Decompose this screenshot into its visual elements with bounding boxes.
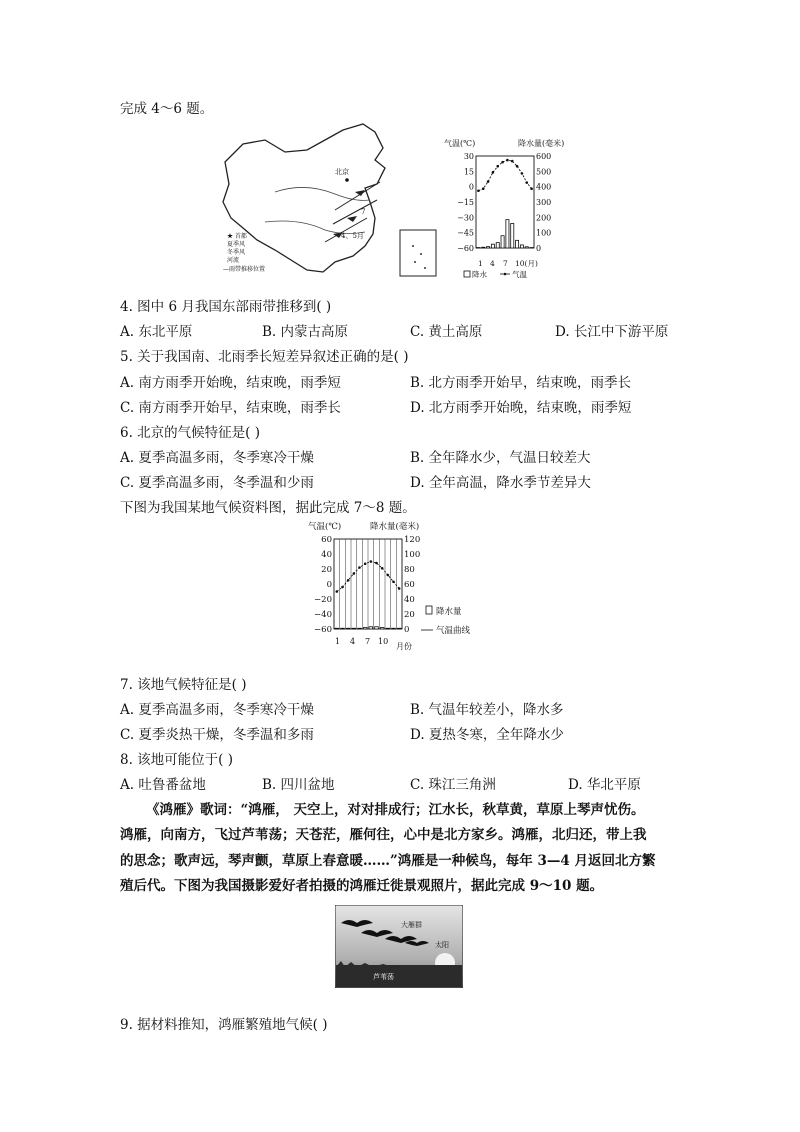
chart2-temp-point: [398, 587, 401, 590]
q6-option-b[interactable]: B. 全年降水少，气温日较差大: [410, 450, 591, 466]
chart2-rain-bar: [369, 627, 373, 629]
chart2-rain-bar: [352, 628, 356, 629]
chart1-xtick-10: 10(月): [515, 259, 538, 268]
chart1-temp-line: [478, 160, 531, 191]
q4-option-b[interactable]: B. 内蒙古高原: [262, 324, 349, 340]
q7-stem: 7. 该地气候特征是( ): [120, 677, 247, 693]
chart2-legend-rain: 降水量: [436, 607, 462, 617]
chart2-temp-point: [353, 572, 356, 575]
chart2-rain-bar: [358, 628, 362, 629]
passage-line-3: 的思念；歌声远，琴声颤，草原上春意暖……”鸿雁是一种候鸟，每年 3—4 月返回北方繁: [120, 853, 656, 869]
passage-line-1: 《鸿雁》歌词：“鸿雁， 天空上，对对排成行；江水长，秋草黄，草原上琴声忧伤。: [146, 802, 645, 818]
chart1-temp-point: [492, 171, 495, 174]
chart2-temp-point: [341, 586, 344, 589]
map-legend-3: 冬季风: [227, 249, 246, 256]
q4-stem: 4. 图中 6 月我国东部雨带推移到( ): [120, 299, 332, 315]
chart2-ytick-right: 120: [404, 535, 421, 545]
chart2-xtick-7: 7: [365, 637, 371, 646]
q6-option-d[interactable]: D. 全年高温，降水季节差异大: [410, 475, 591, 491]
chart1-rain-bar: [491, 244, 494, 248]
chart1-ytick-right: 600: [536, 152, 552, 161]
q6-option-c[interactable]: C. 夏季高温多雨，冬季温和少雨: [120, 475, 314, 491]
chart1-ytick-left: −60: [457, 244, 474, 253]
q7-option-c[interactable]: C. 夏季炎热干燥，冬季温和多雨: [120, 727, 314, 743]
chart1-ytick-right: 100: [536, 228, 552, 238]
chart2-rain-bar: [397, 628, 401, 629]
chart2-ytick-left: 20: [321, 565, 332, 575]
chart1-temp-point: [506, 159, 509, 162]
q5-stem: 5. 关于我国南、北雨季长短差异叙述正确的是( ): [120, 349, 409, 365]
q7-option-b[interactable]: B. 气温年较差小，降水多: [410, 702, 564, 718]
chart1-rain-bar: [487, 247, 490, 248]
chart1-temp-point: [487, 180, 490, 183]
chart1-ytick-left: −30: [457, 213, 474, 223]
chart1-ytick-right: 300: [536, 198, 552, 207]
passage-line-2: 鸿雁，向南方，飞过芦苇荡；天苍茫，雁何往，心中是北方家乡。鸿雁，北归还，带上我: [120, 827, 647, 843]
chart2-temp-point: [381, 567, 384, 570]
q8-option-c[interactable]: C. 珠江三角洲: [410, 777, 496, 793]
chart1-temp-point: [477, 189, 480, 192]
chart1-temp-point: [525, 181, 528, 184]
chart2-temp-point: [336, 590, 339, 593]
chart2-temp-point: [387, 574, 390, 577]
climate-chart-1: [442, 134, 602, 282]
chart2-xtick-4: 4: [350, 637, 356, 646]
chart2-temp-point: [358, 566, 361, 569]
chart1-xtick-7: 7: [503, 259, 508, 268]
south-china-sea-inset: [400, 230, 436, 276]
chart1-rain-bar: [501, 236, 504, 248]
chart2-ytick-left: −20: [314, 595, 332, 605]
chart1-rain-bar: [525, 247, 528, 248]
map-legend-2: 夏季风: [227, 241, 246, 248]
chart1-ytick-right: 200: [536, 213, 552, 223]
chart2-rain-bar: [392, 628, 396, 629]
chart1-legend-rain-icon: [464, 271, 470, 277]
q8-option-b[interactable]: B. 四川盆地: [262, 777, 335, 793]
chart1-temp-point: [482, 187, 485, 190]
q5-option-b[interactable]: B. 北方雨季开始早，结束晚，雨季长: [410, 375, 632, 391]
chart2-temp-point: [370, 560, 373, 563]
chart1-temp-point: [530, 187, 533, 190]
chart1-ytick-left: −45: [457, 228, 474, 238]
q8-stem: 8. 该地可能位于( ): [120, 752, 233, 768]
chart2-ytick-right: 100: [404, 550, 421, 560]
q5-option-d[interactable]: D. 北方雨季开始晚，结束晚，雨季短: [410, 400, 632, 416]
wild-goose-photo: [335, 905, 463, 988]
chart2-rain-bar: [335, 628, 339, 629]
q6-stem: 6. 北京的气候特征是( ): [120, 425, 260, 441]
chart2-xtick-10: 10: [378, 637, 389, 646]
chart2-temp-point: [347, 579, 350, 582]
chart1-ytick-left: 0: [468, 182, 474, 192]
chart1-ytick-left: 15: [463, 167, 474, 177]
chart2-x-unit: 月份: [396, 642, 412, 651]
chart2-ytick-left: −60: [314, 625, 332, 635]
chart2-ytick-left: 60: [321, 535, 332, 545]
chart1-xtick-1: 1: [478, 259, 483, 268]
chart2-temp-point: [375, 562, 378, 565]
chart2-ytick-right: 0: [404, 625, 410, 635]
chart2-rain-bar: [375, 627, 379, 629]
china-rainbelt-map: [215, 122, 445, 282]
photo-label-reed: 芦苇荡: [373, 973, 394, 981]
q5-option-c[interactable]: C. 南方雨季开始早，结束晚，雨季长: [120, 400, 341, 416]
chart1-ytick-right: 500: [536, 167, 552, 177]
chart1-rain-bar: [511, 223, 514, 248]
chart1-temp-point: [496, 165, 499, 168]
chart2-ytick-right: 60: [404, 580, 415, 590]
map-legend-4: 河流: [227, 257, 240, 264]
chart1-plot-frame: [476, 156, 534, 248]
chart2-xtick-1: 1: [335, 637, 341, 646]
chart2-legend-temp: 气温曲线: [436, 626, 471, 636]
photo-label-sun: 太阳: [435, 941, 449, 949]
chart1-rain-bar: [496, 243, 499, 248]
chart2-rain-bar: [341, 628, 345, 629]
capital-star-icon: [345, 178, 349, 182]
q9-stem: 9. 据材料推知，鸿雁繁殖地气候( ): [120, 1017, 328, 1033]
intro-text-1: 完成 4～6 题。: [120, 101, 214, 117]
chart1-temp-point: [521, 172, 524, 175]
chart1-legend-rain: 降水: [472, 270, 487, 279]
month-7-label: 7: [361, 208, 366, 216]
chart2-ytick-right: 20: [404, 610, 415, 620]
q4-option-d[interactable]: D. 长江中下游平原: [555, 324, 669, 340]
month-4-5-label: 4、5月: [341, 232, 364, 240]
photo-label-flock: 大雁群: [401, 921, 422, 929]
map-legend-1: ★ 首都: [227, 233, 247, 240]
map-legend-5: —雨带推移位置: [223, 266, 266, 273]
q8-option-a[interactable]: A. 吐鲁番盆地: [120, 777, 206, 793]
chart1-rain-bar: [520, 245, 523, 248]
chart1-rain-bar: [506, 220, 509, 248]
chart2-rain-bar: [386, 628, 390, 629]
q8-option-d[interactable]: D. 华北平原: [568, 777, 641, 793]
q7-option-a[interactable]: A. 夏季高温多雨，冬季寒冷干燥: [120, 702, 314, 718]
chart1-rain-bar: [482, 247, 485, 248]
q4-option-c[interactable]: C. 黄土高原: [410, 324, 483, 340]
chart2-ytick-right: 40: [404, 595, 415, 605]
chart2-temp-point: [364, 562, 367, 565]
chart1-temp-point: [516, 165, 519, 168]
chart2-left-axis-title: 气温(℃): [308, 522, 342, 532]
chart2-right-axis-title: 降水量(毫米): [370, 522, 420, 532]
chart1-temp-point: [511, 160, 514, 163]
chart1-rain-bar: [516, 240, 519, 248]
chart1-ytick-right: 400: [536, 182, 552, 192]
chart2-legend-rain-icon: [426, 606, 432, 614]
q6-option-a[interactable]: A. 夏季高温多雨，冬季寒冷干燥: [120, 450, 314, 466]
climate-chart-2: [308, 518, 498, 654]
chart1-xtick-4: 4: [490, 259, 495, 268]
chart1-right-axis-title: 降水量(毫米): [518, 139, 565, 148]
q7-option-d[interactable]: D. 夏热冬寒，全年降水少: [410, 727, 564, 743]
chart2-rain-bar: [363, 628, 367, 630]
beijing-label: 北京: [335, 168, 349, 176]
chart2-rain-bar: [380, 628, 384, 630]
chart1-legend-temp: 气温: [512, 270, 527, 279]
chart2-ytick-left: 40: [321, 550, 332, 560]
chart2-ytick-left: −40: [314, 610, 332, 620]
intro-text-2: 下图为我国某地气候资料图，据此完成 7～8 题。: [120, 500, 416, 516]
chart1-ytick-right: 0: [536, 244, 542, 253]
chart1-temp-point: [501, 161, 504, 164]
chart1-left-axis-title: 气温(℃): [444, 139, 476, 148]
q5-option-a[interactable]: A. 南方雨季开始晚，结束晚，雨季短: [120, 375, 341, 391]
chart1-ytick-left: 30: [463, 152, 474, 161]
chart2-ytick-left: 0: [326, 580, 332, 590]
chart1-ytick-left: −15: [457, 198, 474, 207]
chart2-rain-bar: [346, 628, 350, 629]
chart2-temp-point: [392, 580, 395, 583]
chart2-ytick-right: 80: [404, 565, 415, 575]
q4-option-a[interactable]: A. 东北平原: [120, 324, 193, 340]
passage-line-4: 殖后代。下图为我国摄影爱好者拍摄的鸿雁迁徙景观照片，据此完成 9～10 题。: [120, 878, 604, 894]
